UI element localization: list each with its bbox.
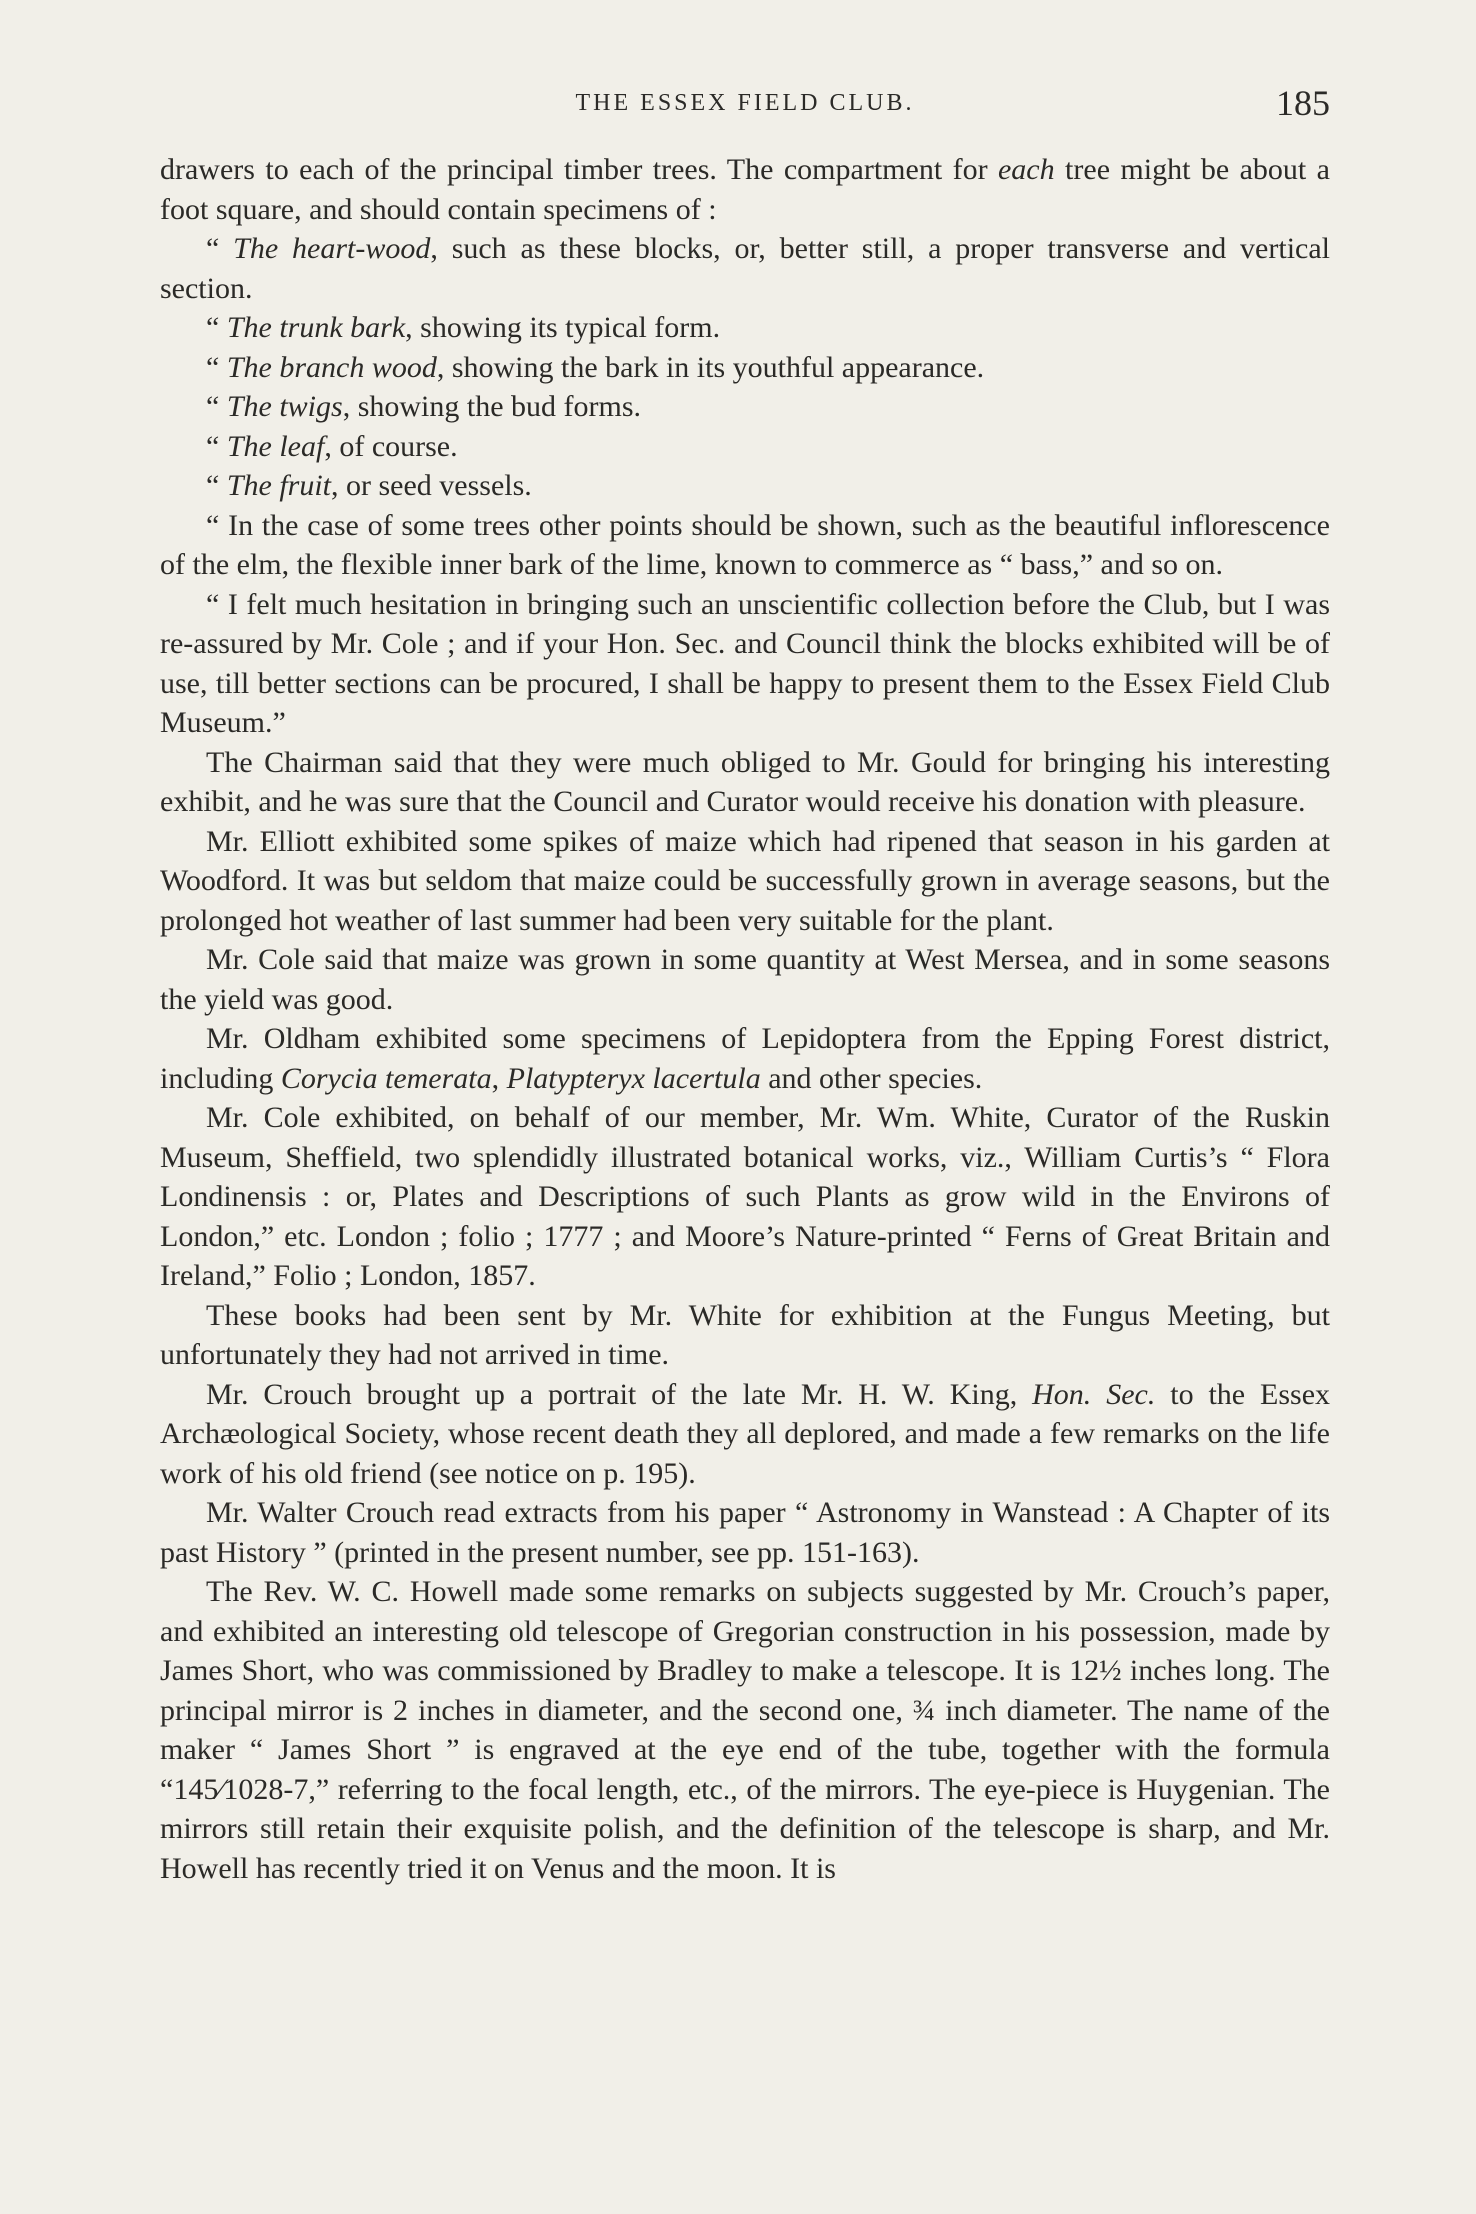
- paragraph: “ The twigs, showing the bud forms.: [206, 390, 642, 423]
- italic-term: Hon. Sec.: [1032, 1377, 1156, 1411]
- paragraph: Mr. Oldham exhibited some specimens of Lepidoptera from the Epping Forest district, including Corycia temerata, Platypteryx lacertula and other species.: [160, 1022, 1330, 1095]
- italic-term: The trunk bark: [226, 311, 406, 344]
- paragraph: “ I felt much hesitation in bringing such an unscientific collection before the Club, but I was re-assured by Mr. Cole ; and if your Hon. Sec. and Council think the blocks exhibited will be of use, till better sections can be procured, I shall be happy to present them to the Essex Field Club Museum.”: [160, 587, 1330, 739]
- paragraph: “ The fruit, or seed vessels.: [206, 469, 532, 502]
- italic-term: The fruit: [226, 469, 332, 502]
- paragraph: Mr. Cole said that maize was grown in some quantity at West Mersea, and in some seasons the yield was good.: [160, 943, 1330, 1016]
- paragraph: The Chairman said that they were much obliged to Mr. Gould for bringing his interesting exhibit, and he was sure that the Council and Curator would receive his donation with pleasure.: [160, 745, 1330, 818]
- italic-term: each: [997, 153, 1055, 186]
- paragraph: These books had been sent by Mr. White for exhibition at the Fungus Meeting, but unfortunately they had not arrived in time.: [160, 1298, 1330, 1371]
- paragraph: Mr. Cole exhibited, on behalf of our member, Mr. Wm. White, Curator of the Ruskin Museum, Sheffield, two splendidly illustrated botanical works, viz., William Curtis’s “ Flora Londinensis : or, Plates and Descriptions of such Plants as grow wild in the Environs of London,” etc. London ; folio ; 1777 ; and Moore’s Nature-printed “ Ferns of Great Britain and Ireland,” Folio ; London, 1857.: [160, 1101, 1330, 1292]
- paragraph: “ The branch wood, showing the bark in its youthful appearance.: [206, 350, 985, 384]
- paragraph: “ The leaf, of course.: [206, 429, 458, 463]
- running-title: THE ESSEX FIELD CLUB.: [575, 90, 915, 116]
- paragraph: The Rev. W. C. Howell made some remarks on subjects suggested by Mr. Crouch’s paper, and exhibited an interesting old telescope of Gregorian construction in his possession, made by James Short, who was commissioned by Bradley to make a telescope. It is 12½ inches long. The principal mirror is 2 inches in diameter, and the second one, ¾ inch diameter. The name of the maker “ James Short ” is engraved at the eye end of the tube, together with the formula “145⁄1028-7,” referring to the focal length, etc., of the mirrors. The eye-piece is Huygenian. The mirrors still retain their exquisite polish, and the definition of the telescope is sharp, and Mr. Howell has recently tried it on Venus and the moon. It is: [160, 1575, 1330, 1885]
- page-number: 185: [1276, 83, 1330, 123]
- italic-term: Platypteryx lacertula: [506, 1061, 761, 1095]
- page-header: [160, 82, 1330, 132]
- paragraph: Mr. Crouch brought up a portrait of the late Mr. H. W. King, Hon. Sec. to the Essex Archæological Society, whose recent death they all deplored, and made a few remarks on the life work of his old friend (see notice on p. 195).: [160, 1377, 1331, 1490]
- body-text: [160, 150, 1330, 1888]
- italic-term: The branch wood: [226, 350, 437, 384]
- paragraph: “ In the case of some trees other points should be shown, such as the beautiful inflorescence of the elm, the flexible inner bark of the lime, known to commerce as “ bass,” and so on.: [160, 508, 1330, 581]
- paragraph: “ The heart-wood, such as these blocks, or, better still, a proper transverse and vertical section.: [160, 232, 1330, 305]
- paragraph: drawers to each of the principal timber trees. The compartment for each tree might be about a foot square, and should contain specimens of :: [160, 153, 1330, 226]
- paragraph: Mr. Walter Crouch read extracts from his paper “ Astronomy in Wanstead : A Chapter of its past History ” (printed in the present number, see pp. 151-163).: [160, 1496, 1330, 1569]
- italic-term: The twigs: [226, 390, 343, 423]
- paragraph: “ The trunk bark, showing its typical form.: [206, 311, 721, 344]
- italic-term: The heart-wood: [233, 232, 431, 265]
- italic-term: The leaf: [226, 429, 325, 463]
- paragraph: Mr. Elliott exhibited some spikes of maize which had ripened that season in his garden at Woodford. It was but seldom that maize could be successfully grown in average seasons, but the prolonged hot weather of last summer had been very suitable for the plant.: [160, 824, 1330, 937]
- italic-term: Corycia temerata: [280, 1061, 492, 1095]
